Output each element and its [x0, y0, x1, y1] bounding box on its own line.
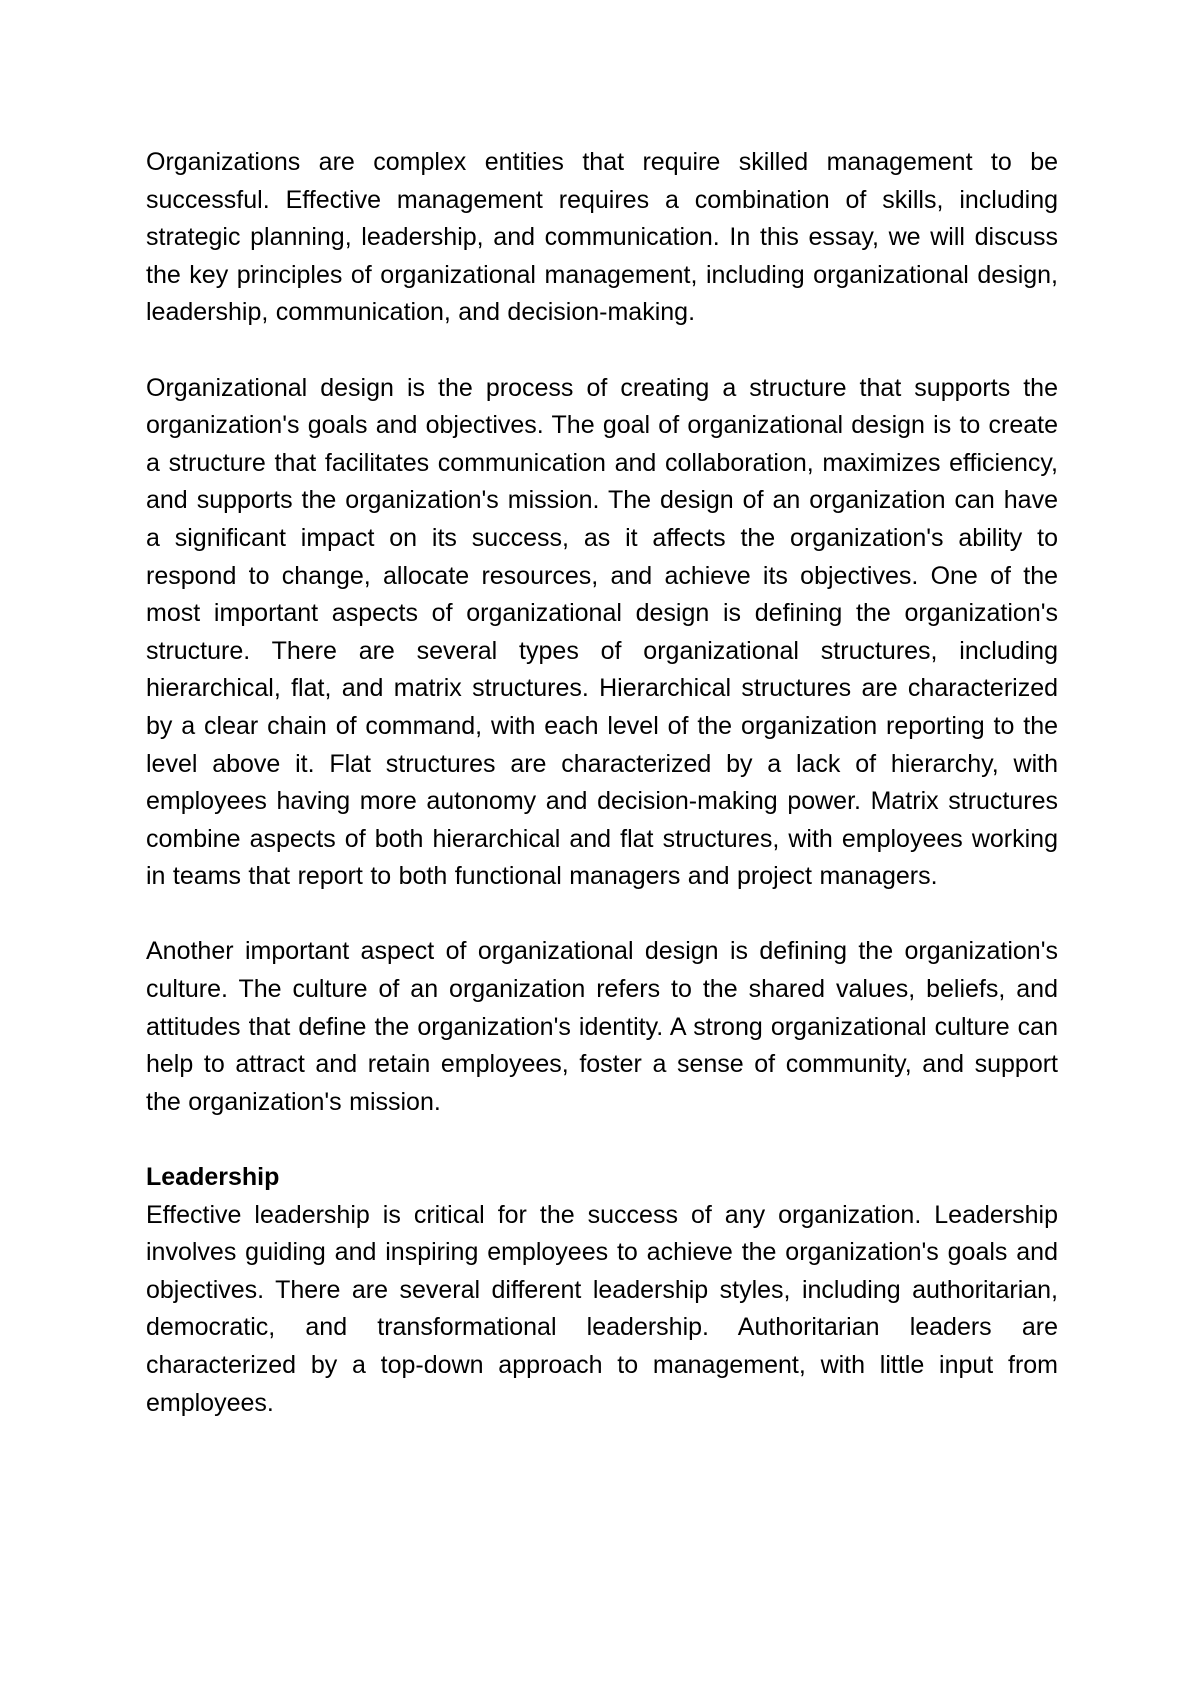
organizational-culture-paragraph: Another important aspect of organizational design is defining the organization's culture. The culture of an organization refers to the shared values, beliefs, and attitudes that define the organization's identity. A strong organizational culture can help to attract and retain employees, foster a sense of community, and support the organization's mission.	[146, 937, 1058, 1116]
organizational-design-paragraph: Organizational design is the process of creating a structure that supports the organization's goals and objectives. The goal of organizational design is to create a structure that facilitates communication and collaboration, maximizes efficiency, and supports the organization's mission. The design of an organization can have a significant impact on its success, as it affects the organization's ability to respond to change, allocate resources, and achieve its objectives. One of the most important aspects of organizational design is defining the organization's structure. There are several types of organizational structures, including hierarchical, flat, and matrix structures. Hierarchical structures are characterized by a clear chain of command, with each level of the organization reporting to the level above it. Flat structures are characterized by a lack of hierarchy, with employees having more autonomy and decision-making power. Matrix structures combine aspects of both hierarchical and flat structures, with employees working in teams that report to both functional managers and project managers.	[146, 373, 1058, 891]
leadership-heading: Leadership	[146, 1163, 280, 1192]
document-page	[146, 144, 1058, 1422]
intro-paragraph: Organizations are complex entities that require skilled management to be successful. Effective management requires a combination of skills, including strategic planning, leadership, and communication. In this essay, we will discuss the key principles of organizational management, including organizational design, leadership, communication, and decision-making.	[146, 148, 1058, 327]
leadership-paragraph: Effective leadership is critical for the success of any organization. Leadership involves guiding and inspiring employees to achieve the organization's goals and objectives. There are several different leadership styles, including authoritarian, democratic, and transformational leadership. Authoritarian leaders are characterized by a top-down approach to management, with little input from employees.	[146, 1200, 1058, 1417]
